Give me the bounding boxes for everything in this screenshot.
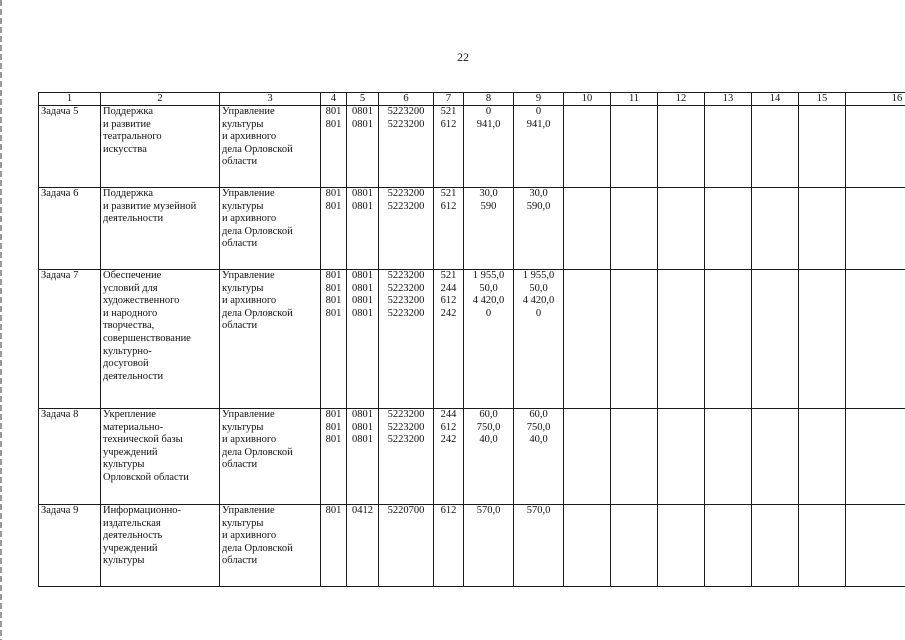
amount-col-9 bbox=[514, 505, 564, 587]
amount-col-8-line: 590 bbox=[480, 200, 497, 212]
amount-col-8 bbox=[464, 106, 514, 188]
executor-line: и архивного bbox=[222, 295, 277, 307]
task-name-line: учреждений bbox=[103, 446, 158, 458]
column-number-9: 9 bbox=[514, 93, 564, 106]
code-col-5-line: 0801 bbox=[352, 434, 373, 446]
amount-col-9-line: 4 420,0 bbox=[522, 295, 555, 307]
task-name-line: деятельность bbox=[103, 530, 163, 542]
code-col-5 bbox=[347, 409, 379, 505]
amount-col-9 bbox=[514, 270, 564, 409]
code-col-6 bbox=[379, 188, 434, 270]
task-name-line: искусства bbox=[103, 143, 147, 155]
code-col-6-line: 5223200 bbox=[387, 200, 425, 212]
empty-cell-col-14 bbox=[752, 188, 799, 270]
amount-col-9-line: 590,0 bbox=[526, 200, 551, 212]
code-col-4-line: 801 bbox=[325, 106, 342, 117]
empty-cell-col-12 bbox=[658, 106, 705, 188]
task-label-cell bbox=[39, 505, 101, 587]
empty-cell-col-14 bbox=[752, 106, 799, 188]
code-col-7-line: 612 bbox=[440, 505, 457, 516]
empty-cell-col-13 bbox=[705, 409, 752, 505]
task-name-line: художественного bbox=[103, 295, 180, 307]
executor bbox=[220, 505, 321, 587]
code-col-7-line: 612 bbox=[440, 421, 457, 433]
empty-cell-col-14 bbox=[752, 505, 799, 587]
column-number-11: 11 bbox=[611, 93, 658, 106]
table-row bbox=[39, 106, 905, 188]
code-col-7-line: 521 bbox=[440, 270, 457, 281]
executor-line: Управление bbox=[222, 106, 275, 117]
column-number-12: 12 bbox=[658, 93, 705, 106]
code-col-4-line: 801 bbox=[325, 505, 342, 516]
code-col-7 bbox=[434, 270, 464, 409]
code-col-7-line: 244 bbox=[440, 282, 457, 294]
amount-col-8-line: 4 420,0 bbox=[472, 295, 505, 307]
table-row bbox=[39, 505, 905, 587]
empty-cell-col-15 bbox=[799, 270, 846, 409]
task-name-line: Поддержка bbox=[103, 188, 153, 199]
amount-col-8-line: 0 bbox=[485, 307, 492, 319]
amount-col-8 bbox=[464, 409, 514, 505]
amount-col-8-line: 941,0 bbox=[476, 118, 501, 130]
code-col-4-line: 801 bbox=[325, 118, 342, 130]
code-col-4-line: 801 bbox=[325, 200, 342, 212]
task-name-line: культурно- bbox=[103, 345, 152, 357]
empty-cell-col-10 bbox=[564, 188, 611, 270]
column-number-2: 2 bbox=[101, 93, 220, 106]
code-col-4 bbox=[321, 409, 347, 505]
empty-cell-col-12 bbox=[658, 188, 705, 270]
table-row bbox=[39, 409, 905, 505]
task-name-line: досуговой bbox=[103, 358, 149, 370]
task-label: Задача 8 bbox=[41, 409, 79, 420]
empty-cell-col-10 bbox=[564, 409, 611, 505]
task-name-line: и народного bbox=[103, 307, 158, 319]
amount-col-8-line: 40,0 bbox=[479, 434, 498, 446]
empty-cell-col-13 bbox=[705, 188, 752, 270]
code-col-5-line: 0801 bbox=[352, 118, 373, 130]
amount-col-9-line: 0 bbox=[535, 106, 542, 117]
empty-cell-col-13 bbox=[705, 270, 752, 409]
task-name bbox=[101, 505, 220, 587]
empty-cell-col-14 bbox=[752, 270, 799, 409]
code-col-4-line: 801 bbox=[325, 188, 342, 199]
code-col-6 bbox=[379, 106, 434, 188]
column-number-1: 1 bbox=[39, 93, 101, 106]
empty-cell-col-15 bbox=[799, 505, 846, 587]
task-name-line: Информационно- bbox=[103, 505, 182, 516]
scan-edge-rule bbox=[0, 0, 2, 640]
task-name-line: культуры bbox=[103, 459, 145, 471]
code-col-5-line: 0801 bbox=[352, 106, 373, 117]
code-col-5 bbox=[347, 270, 379, 409]
executor-line: и архивного bbox=[222, 213, 277, 225]
code-col-6-line: 5223200 bbox=[387, 409, 425, 420]
budget-table-container bbox=[38, 92, 903, 600]
empty-cell-col-15 bbox=[799, 188, 846, 270]
task-name-line: Обеспечение bbox=[103, 270, 162, 281]
executor-line: области bbox=[222, 459, 258, 471]
executor bbox=[220, 409, 321, 505]
empty-cell-col-11 bbox=[611, 505, 658, 587]
code-col-7-line: 242 bbox=[440, 307, 457, 319]
empty-cell-col-16 bbox=[846, 106, 905, 188]
amount-col-8 bbox=[464, 188, 514, 270]
amount-col-9-line: 50,0 bbox=[529, 282, 548, 294]
code-col-4-line: 801 bbox=[325, 421, 342, 433]
code-col-5-line: 0801 bbox=[352, 200, 373, 212]
code-col-6-line: 5223200 bbox=[387, 118, 425, 130]
amount-col-8-line: 50,0 bbox=[479, 282, 498, 294]
code-col-4-line: 801 bbox=[325, 409, 342, 420]
executor-line: и архивного bbox=[222, 131, 277, 143]
task-label-cell bbox=[39, 409, 101, 505]
amount-col-9-line: 60,0 bbox=[529, 409, 548, 420]
executor-line: культуры bbox=[222, 118, 264, 130]
empty-cell-col-11 bbox=[611, 270, 658, 409]
code-col-5-line: 0801 bbox=[352, 188, 373, 199]
executor bbox=[220, 270, 321, 409]
empty-cell-col-16 bbox=[846, 505, 905, 587]
executor-line: Управление bbox=[222, 409, 275, 420]
executor-line: дела Орловской bbox=[222, 446, 293, 458]
empty-cell-col-10 bbox=[564, 505, 611, 587]
column-number-4: 4 bbox=[321, 93, 347, 106]
executor-line: дела Орловской bbox=[222, 542, 293, 554]
task-label-cell bbox=[39, 270, 101, 409]
code-col-7-line: 244 bbox=[440, 409, 457, 420]
code-col-6-line: 5223200 bbox=[387, 295, 425, 307]
code-col-5-line: 0412 bbox=[352, 505, 373, 516]
task-name-line: деятельности bbox=[103, 213, 164, 225]
code-col-4 bbox=[321, 505, 347, 587]
executor-line: культуры bbox=[222, 421, 264, 433]
code-col-6 bbox=[379, 505, 434, 587]
task-name-line: условий для bbox=[103, 282, 158, 294]
empty-cell-col-13 bbox=[705, 505, 752, 587]
task-name-line: материально- bbox=[103, 421, 164, 433]
task-name-line: и развитие bbox=[103, 118, 151, 130]
code-col-4-line: 801 bbox=[325, 434, 342, 446]
code-col-7-line: 521 bbox=[440, 188, 457, 199]
task-name bbox=[101, 188, 220, 270]
code-col-5-line: 0801 bbox=[352, 282, 373, 294]
amount-col-9-line: 750,0 bbox=[526, 421, 551, 433]
code-col-5 bbox=[347, 106, 379, 188]
code-col-6-line: 5223200 bbox=[387, 188, 425, 199]
code-col-5 bbox=[347, 188, 379, 270]
code-col-7 bbox=[434, 188, 464, 270]
code-col-4-line: 801 bbox=[325, 295, 342, 307]
code-col-7 bbox=[434, 505, 464, 587]
code-col-4 bbox=[321, 106, 347, 188]
empty-cell-col-10 bbox=[564, 106, 611, 188]
code-col-4-line: 801 bbox=[325, 282, 342, 294]
executor-line: культуры bbox=[222, 517, 264, 529]
empty-cell-col-12 bbox=[658, 270, 705, 409]
column-number-8: 8 bbox=[464, 93, 514, 106]
task-name-line: технической базы bbox=[103, 434, 183, 446]
amount-col-8-line: 60,0 bbox=[479, 409, 498, 420]
executor bbox=[220, 188, 321, 270]
column-number-13: 13 bbox=[705, 93, 752, 106]
code-col-6-line: 5223200 bbox=[387, 106, 425, 117]
executor-line: области bbox=[222, 555, 258, 567]
executor-line: дела Орловской bbox=[222, 225, 293, 237]
executor-line: и архивного bbox=[222, 530, 277, 542]
amount-col-9-line: 570,0 bbox=[526, 505, 551, 516]
amount-col-8-line: 30,0 bbox=[479, 188, 498, 199]
code-col-6-line: 5223200 bbox=[387, 307, 425, 319]
code-col-7 bbox=[434, 106, 464, 188]
amount-col-8 bbox=[464, 270, 514, 409]
task-label-cell bbox=[39, 188, 101, 270]
code-col-7-line: 612 bbox=[440, 200, 457, 212]
amount-col-9 bbox=[514, 188, 564, 270]
code-col-7-line: 612 bbox=[440, 295, 457, 307]
code-col-5-line: 0801 bbox=[352, 409, 373, 420]
column-number-16: 16 bbox=[846, 93, 905, 106]
code-col-6-line: 5223200 bbox=[387, 421, 425, 433]
code-col-5-line: 0801 bbox=[352, 421, 373, 433]
task-name-line: культуры bbox=[103, 555, 145, 567]
code-col-6 bbox=[379, 270, 434, 409]
executor bbox=[220, 106, 321, 188]
code-col-7-line: 612 bbox=[440, 118, 457, 130]
budget-table bbox=[38, 92, 905, 587]
code-col-6-line: 5223200 bbox=[387, 282, 425, 294]
code-col-7 bbox=[434, 409, 464, 505]
task-name-line: творчества, bbox=[103, 320, 155, 332]
task-label: Задача 6 bbox=[41, 188, 79, 199]
amount-col-9 bbox=[514, 409, 564, 505]
code-col-5-line: 0801 bbox=[352, 307, 373, 319]
page-number: 22 bbox=[457, 50, 469, 64]
amount-col-9 bbox=[514, 106, 564, 188]
code-col-7-line: 521 bbox=[440, 106, 457, 117]
executor-line: и архивного bbox=[222, 434, 277, 446]
empty-cell-col-16 bbox=[846, 409, 905, 505]
empty-cell-col-15 bbox=[799, 409, 846, 505]
task-label: Задача 9 bbox=[41, 505, 79, 516]
code-col-7-line: 242 bbox=[440, 434, 457, 446]
code-col-4 bbox=[321, 270, 347, 409]
task-name-line: театрального bbox=[103, 131, 162, 143]
executor-line: дела Орловской bbox=[222, 307, 293, 319]
table-row bbox=[39, 270, 905, 409]
empty-cell-col-16 bbox=[846, 270, 905, 409]
task-name-line: Орловской области bbox=[103, 471, 189, 483]
column-number-10: 10 bbox=[564, 93, 611, 106]
empty-cell-col-14 bbox=[752, 409, 799, 505]
header-row bbox=[39, 93, 905, 106]
task-name-line: Укрепление bbox=[103, 409, 156, 420]
task-name-line: издательская bbox=[103, 517, 161, 529]
task-name bbox=[101, 106, 220, 188]
code-col-6-line: 5223200 bbox=[387, 434, 425, 446]
code-col-6 bbox=[379, 409, 434, 505]
executor-line: культуры bbox=[222, 282, 264, 294]
task-name bbox=[101, 270, 220, 409]
executor-line: культуры bbox=[222, 200, 264, 212]
code-col-5-line: 0801 bbox=[352, 270, 373, 281]
column-number-5: 5 bbox=[347, 93, 379, 106]
amount-col-9-line: 941,0 bbox=[526, 118, 551, 130]
task-name-line: совершенствование bbox=[103, 332, 191, 344]
task-name-line: деятельности bbox=[103, 370, 164, 382]
column-number-7: 7 bbox=[434, 93, 464, 106]
executor-line: дела Орловской bbox=[222, 143, 293, 155]
empty-cell-col-16 bbox=[846, 188, 905, 270]
code-col-4 bbox=[321, 188, 347, 270]
code-col-5-line: 0801 bbox=[352, 295, 373, 307]
amount-col-8-line: 0 bbox=[485, 106, 492, 117]
empty-cell-col-11 bbox=[611, 409, 658, 505]
task-name-line: и развитие музейной bbox=[103, 200, 197, 212]
executor-line: Управление bbox=[222, 270, 275, 281]
executor-line: области bbox=[222, 238, 258, 250]
empty-cell-col-15 bbox=[799, 106, 846, 188]
amount-col-8-line: 750,0 bbox=[476, 421, 501, 433]
table-row bbox=[39, 188, 905, 270]
column-number-6: 6 bbox=[379, 93, 434, 106]
code-col-5 bbox=[347, 505, 379, 587]
code-col-4-line: 801 bbox=[325, 307, 342, 319]
empty-cell-col-12 bbox=[658, 409, 705, 505]
code-col-6-line: 5220700 bbox=[387, 505, 425, 516]
amount-col-8-line: 1 955,0 bbox=[472, 270, 505, 281]
task-name bbox=[101, 409, 220, 505]
amount-col-9-line: 30,0 bbox=[529, 188, 548, 199]
amount-col-9-line: 1 955,0 bbox=[522, 270, 555, 281]
amount-col-8 bbox=[464, 505, 514, 587]
amount-col-8-line: 570,0 bbox=[476, 505, 501, 516]
task-name-line: Поддержка bbox=[103, 106, 153, 117]
empty-cell-col-10 bbox=[564, 270, 611, 409]
code-col-6-line: 5223200 bbox=[387, 270, 425, 281]
executor-line: области bbox=[222, 320, 258, 332]
empty-cell-col-11 bbox=[611, 188, 658, 270]
task-label: Задача 7 bbox=[41, 270, 79, 281]
task-label-cell bbox=[39, 106, 101, 188]
empty-cell-col-13 bbox=[705, 106, 752, 188]
empty-cell-col-11 bbox=[611, 106, 658, 188]
empty-cell-col-12 bbox=[658, 505, 705, 587]
amount-col-9-line: 0 bbox=[535, 307, 542, 319]
column-number-15: 15 bbox=[799, 93, 846, 106]
task-label: Задача 5 bbox=[41, 106, 79, 117]
executor-line: области bbox=[222, 156, 258, 168]
column-number-14: 14 bbox=[752, 93, 799, 106]
column-number-3: 3 bbox=[220, 93, 321, 106]
executor-line: Управление bbox=[222, 188, 275, 199]
amount-col-9-line: 40,0 bbox=[529, 434, 548, 446]
code-col-4-line: 801 bbox=[325, 270, 342, 281]
executor-line: Управление bbox=[222, 505, 275, 516]
task-name-line: учреждений bbox=[103, 542, 158, 554]
